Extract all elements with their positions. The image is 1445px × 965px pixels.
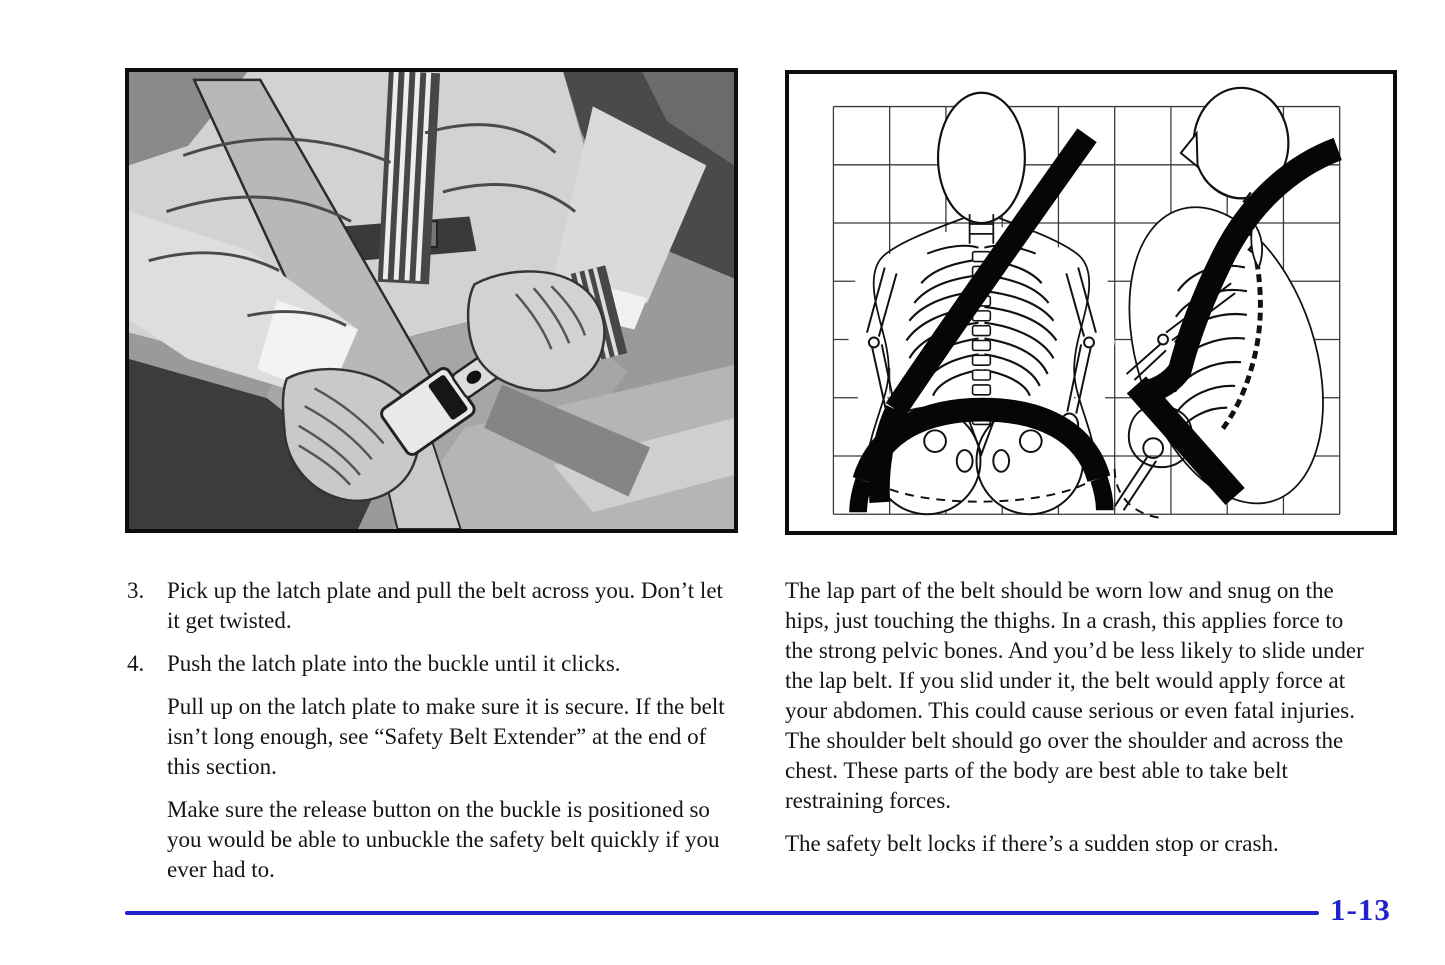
paragraph-belt-locks: The safety belt locks if there’s a sudden stop or crash. xyxy=(785,831,1279,856)
list-item-4 xyxy=(127,649,727,679)
list-item-3 xyxy=(127,576,727,636)
list-item-3-text: Pick up the latch plate and pull the belt across you. Don’t let it get twisted. xyxy=(167,578,723,633)
skeleton-diagram-figure xyxy=(785,70,1397,535)
list-item-4-text: Push the latch plate into the buckle until it clicks. xyxy=(167,651,621,676)
left-text-column xyxy=(127,576,727,898)
buckling-photo-figure xyxy=(125,68,738,533)
paragraph-lap-belt: The lap part of the belt should be worn low and snug on the hips, just touching the thighs. In a crash, this applies force to the strong pelvic bones. And you’d be less likely to slide under the lap belt. If you slid under it, the belt would apply force at your abdomen. This could cause serious or even fatal injuries. The shoulder belt should go over the shoulder and across the chest. These parts of the body are best able to take belt restraining forces. xyxy=(785,578,1364,813)
footer-rule xyxy=(125,911,1319,915)
page-number: 1-13 xyxy=(1330,892,1391,927)
list-item-3-number: 3. xyxy=(127,578,145,603)
paragraph-release-button: Make sure the release button on the buckle is positioned so you would be able to unbuckle the safety belt quickly if you ever had to. xyxy=(167,797,720,882)
right-text-column xyxy=(785,576,1377,872)
list-item-4-number: 4. xyxy=(127,651,145,676)
skeleton-diagram xyxy=(789,74,1393,531)
paragraph-pull-up: Pull up on the latch plate to make sure it is secure. If the belt isn’t long enough, see “Safety Belt Extender” at the end of this section. xyxy=(167,694,725,779)
buckling-photo-illustration xyxy=(129,72,734,529)
